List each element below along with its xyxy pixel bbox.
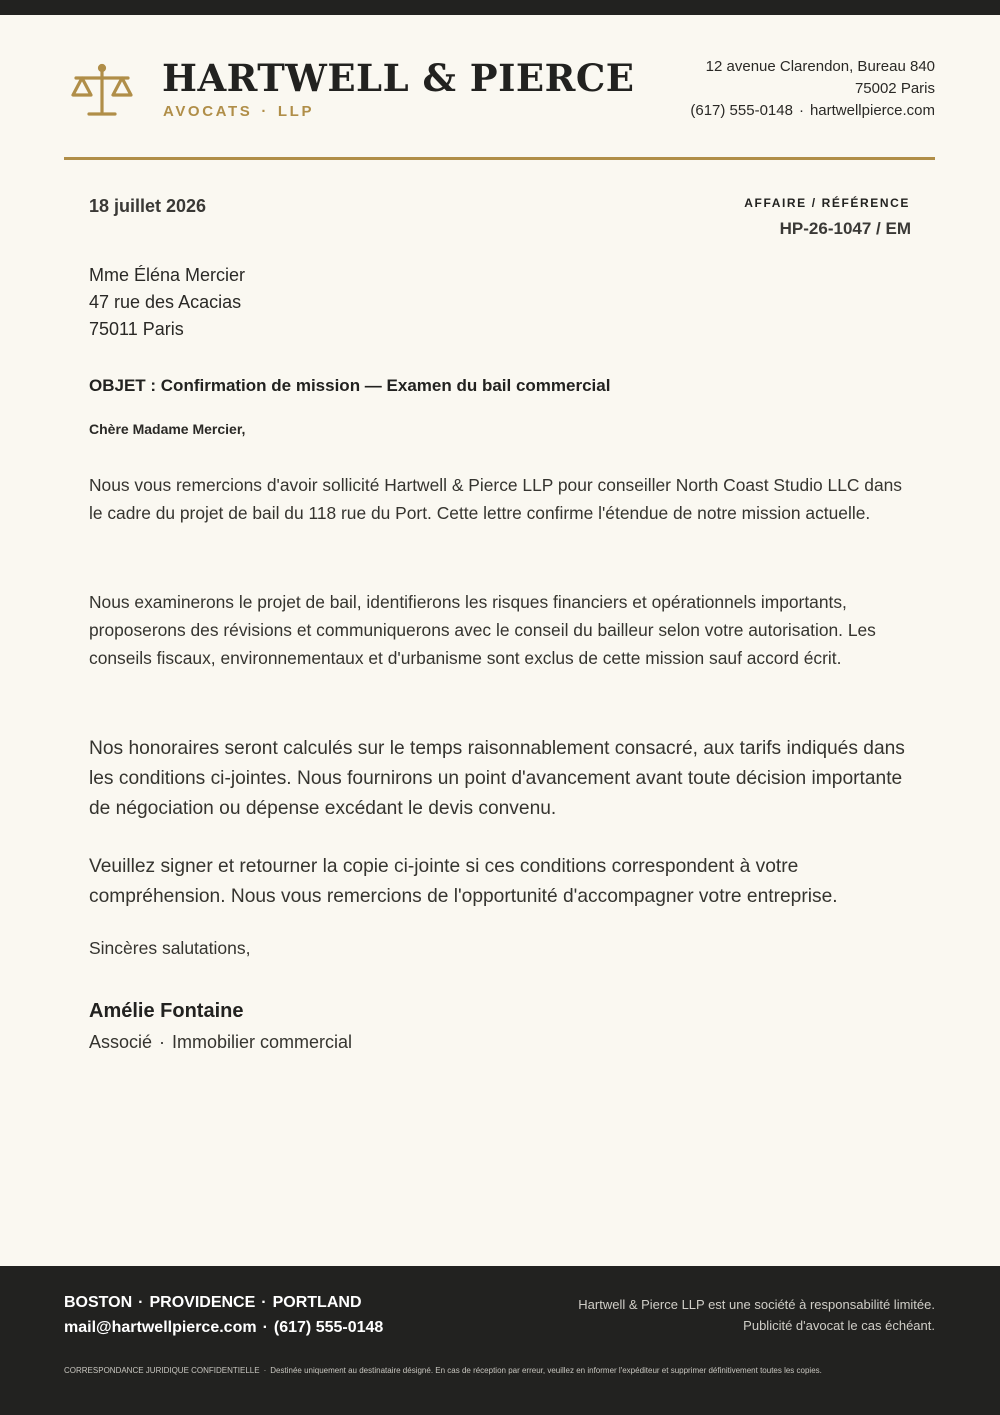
separator-dot: ·	[138, 1294, 144, 1311]
separator-dot: ·	[263, 1366, 267, 1375]
body-paragraph: Nous vous remercions d'avoir sollicité Hartwell & Pierce LLP pour conseiller North Coast Studio LLC dans le cadre du projet de bail du 118 rue du Port. Cette lettre confirme l'étendue de notre mission actuelle.	[89, 475, 903, 523]
signer-name: Amélie Fontaine	[89, 1000, 244, 1022]
letter-date: 18 juillet 2026	[89, 196, 207, 216]
address-line2: 75002 Paris	[854, 80, 935, 97]
recipient-name: Mme Éléna Mercier	[89, 265, 246, 285]
firm-subtitle	[163, 103, 314, 120]
footer-email-link[interactable]: mail@hartwellpierce.com	[64, 1319, 257, 1336]
body-paragraph: Veuillez signer et retourner la copie ci-jointe si ces conditions correspondent à votre compréhension. Nous vous remercions de l'opportunité d'accompagner votre entreprise.	[89, 856, 838, 907]
legal-notice	[578, 1294, 935, 1336]
body-paragraph: Nous examinerons le projet de bail, identifierons les risques financiers et opérationnels importants, proposerons des révisions et communiquerons avec le conseil du bailleur selon votre autorisation. Les conseils fiscaux, environnementaux et d'urbanisme sont exclus de cette mission sauf accord écrit.	[89, 592, 876, 668]
office-cities	[64, 1294, 362, 1312]
signer-department: Immobilier commercial	[172, 1032, 353, 1052]
header-divider	[64, 157, 935, 160]
reference-value: HP-26-1047 / EM	[779, 219, 911, 238]
legal-line-2: Publicité d'avocat le cas échéant.	[743, 1318, 935, 1333]
closing: Sincères salutations,	[89, 938, 251, 958]
recipient-street: 47 rue des Acacias	[89, 292, 242, 312]
city-portland: PORTLAND	[272, 1294, 362, 1311]
confidentiality-notice	[64, 1366, 822, 1375]
firm-type: AVOCATS	[163, 103, 253, 120]
city-boston: BOSTON	[64, 1294, 133, 1311]
separator-dot: ·	[798, 102, 804, 119]
firm-phone: (617) 555-0148	[690, 102, 793, 119]
recipient-city: 75011 Paris	[89, 319, 184, 339]
separator-dot: ·	[261, 1294, 267, 1311]
firm-contact-block	[690, 56, 935, 122]
letter-subject: OBJET : Confirmation de mission — Examen du bail commercial	[89, 376, 611, 395]
signer-role: Associé	[89, 1032, 153, 1052]
scales-of-justice-icon	[70, 62, 134, 120]
separator-dot: ·	[159, 1032, 166, 1052]
recipient-address	[89, 262, 245, 343]
footer-phone: (617) 555-0148	[273, 1319, 384, 1336]
confidential-text: Destinée uniquement au destinataire désigné. En cas de réception par erreur, veuillez en informer l'expéditeur et supprimer définitivement toutes les copies.	[270, 1366, 822, 1375]
phone-website-line	[690, 100, 935, 122]
firm-suffix: LLP	[277, 103, 315, 120]
top-bar	[0, 0, 1000, 15]
separator-dot: ·	[262, 1319, 268, 1336]
confidential-label: CORRESPONDANCE JURIDIQUE CONFIDENTIELLE	[64, 1366, 260, 1375]
salutation: Chère Madame Mercier,	[89, 421, 246, 437]
body-paragraph: Nos honoraires seront calculés sur le temps raisonnablement consacré, aux tarifs indiqués dans les conditions ci-jointes. Nous fournirons un point d'avancement avant toute décision importante de négociation ou dépense excédant le devis convenu.	[89, 738, 905, 819]
address-line1: 12 avenue Clarendon, Bureau 840	[705, 58, 935, 75]
signer-title	[89, 1032, 352, 1053]
footer-contact	[64, 1319, 383, 1337]
legal-line-1: Hartwell & Pierce LLP est une société à responsabilité limitée.	[578, 1297, 935, 1312]
firm-website-link[interactable]: hartwellpierce.com	[809, 102, 935, 119]
reference-label: AFFAIRE / RÉFÉRENCE	[744, 196, 910, 210]
firm-name: HARTWELL & PIERCE	[162, 56, 635, 100]
separator-dot: ·	[261, 103, 269, 120]
footer	[0, 1266, 1000, 1415]
city-providence: PROVIDENCE	[149, 1294, 256, 1311]
